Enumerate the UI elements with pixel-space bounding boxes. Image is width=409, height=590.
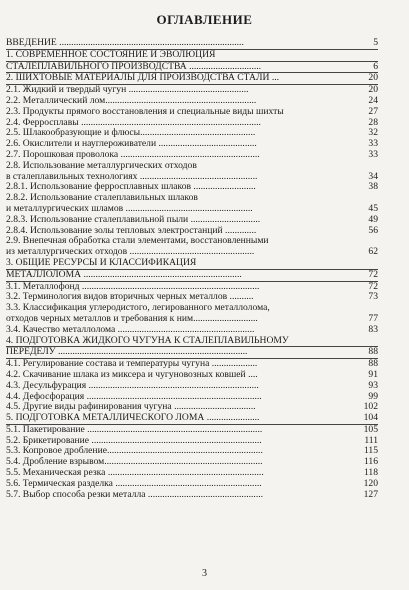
toc-entry — [6, 161, 378, 172]
toc-entry-page: 73 — [368, 291, 378, 303]
toc-entry-page: 6 — [373, 60, 378, 72]
toc-entry — [6, 490, 378, 501]
toc-entry-title: 3.1. Металлофонд .......................................................................... — [6, 280, 260, 292]
toc-entry-title: 2.8.2. Использование сталеплавильных шлаков — [6, 192, 198, 204]
toc-entry-page: 56 — [368, 224, 378, 236]
toc-entry — [6, 107, 378, 118]
toc-entry-title: 4. ПОДГОТОВКА ЖИДКОГО ЧУГУНА К СТАЛЕПЛАВИЛЬНОМУ — [6, 334, 289, 346]
toc-entry-title: 3. ОБЩИЕ РЕСУРСЫ И КЛАССИФИКАЦИЯ — [6, 256, 197, 268]
toc-entry-page: 88 — [368, 346, 378, 358]
toc-entry-title: 2.2. Металлический лом............................................................... — [6, 94, 257, 106]
toc-entry-title: 4.5. Другие виды рафинирования чугуна .................................. — [6, 401, 256, 413]
toc-entry-page: 127 — [363, 488, 378, 500]
toc-entry-title: 2.6. Окислители и науглероживатели ......................................... — [6, 138, 257, 150]
toc-entry-page: 72 — [368, 268, 378, 280]
toc-entry-page: 104 — [363, 412, 378, 424]
toc-entry-title: 2.8.1. Использование ферросплавных шлаков .......................... — [6, 181, 256, 193]
toc-entry — [6, 381, 378, 392]
toc-entry-title: 5.6. Термическая разделка ............................................................. — [6, 477, 262, 489]
toc-entry — [6, 270, 378, 282]
toc-entry-title: 2.9. Внепечная обработка стали элементами, восстановленными — [6, 235, 269, 247]
toc-entry-page: 38 — [368, 181, 378, 193]
toc-entry-page: 28 — [368, 116, 378, 128]
toc-entry-title: 4.1. Регулирование состава и температуры чугуна ................... — [6, 358, 258, 370]
toc-entry-page: 49 — [368, 213, 378, 225]
toc-entry-page: 33 — [368, 148, 378, 160]
toc-entry-page: 20 — [368, 84, 378, 96]
toc-entry-title: и металлургических шламов ..................................................... — [6, 202, 253, 214]
toc-entry-title: 5.3. Копровое дробление................................................................. — [6, 445, 263, 457]
toc-entry-title: 3.2. Терминология видов вторичных черных металлов .......... — [6, 291, 254, 303]
toc-entry-page: 105 — [363, 423, 378, 435]
toc-entry-title: 4.3. Десульфурация ....................................................................... — [6, 379, 259, 391]
toc-entry — [6, 215, 378, 226]
toc-entry-title: 5. ПОДГОТОВКА МЕТАЛЛИЧЕСКОГО ЛОМА ...................... — [6, 412, 260, 424]
toc-entry-page: 83 — [368, 323, 378, 335]
toc-entry-title: 2.3. Продукты прямого восстановления и специальные виды шихты — [6, 105, 284, 117]
toc-entry-page: 118 — [363, 467, 378, 479]
toc-entry-title: 2.1. Жидкий и твердый чугун .................................................. — [6, 84, 249, 96]
toc-entry-title: МЕТАЛЛОЛОМА .................................................................. — [6, 268, 242, 280]
toc-entry — [6, 258, 378, 270]
toc-entry-page: 120 — [363, 477, 378, 489]
toc-entry-page: 99 — [368, 390, 378, 402]
toc-entry-title: 4.4. Дефосфорация ......................................................................... — [6, 390, 262, 402]
toc-entry-page: 77 — [368, 312, 378, 324]
toc-entry-page: 24 — [368, 94, 378, 106]
toc-entry-title: 2.8.4. Использование золы тепловых электростанций ............. — [6, 224, 257, 236]
toc-entry-title: 3.4. Качество металлолома ......................................................... — [6, 323, 255, 335]
toc-entry-page: 91 — [368, 368, 378, 380]
toc-entry-title: 5.1. Пакетирование ......................................................................... — [6, 423, 263, 435]
toc-entry-page: 34 — [368, 170, 378, 182]
toc-entry — [6, 50, 378, 62]
toc-entry-page: 93 — [368, 379, 378, 391]
toc-entry-page: 111 — [364, 434, 378, 446]
toc-entry-title: 2.5. Шлакообразующие и флюсы................................................ — [6, 127, 256, 139]
toc-entry — [6, 325, 378, 336]
toc-entry-title: 5.5. Механическая резка ................................................................. — [6, 467, 264, 479]
toc-entry-title: ВВЕДЕНИЕ ............................................................................. — [6, 37, 244, 48]
toc-entry-title: 5.7. Выбор способа резки металла ................................................ — [6, 488, 264, 500]
page-number: 3 — [202, 568, 207, 579]
toc-entry-title: 2.8.3. Использование сталеплавильной пыли ............................. — [6, 213, 261, 225]
toc-entry-title: 1. СОВРЕМЕННОЕ СОСТОЯНИЕ И ЭВОЛЮЦИЯ — [6, 48, 216, 60]
toc-entry-title: 5.4. Дробление взрывом.................................................................. — [6, 456, 263, 468]
toc-entry-page: 116 — [363, 456, 378, 468]
toc-entry-page: 27 — [368, 105, 378, 117]
toc-entry-title: ПЕРЕДЕЛУ ............................................................................... — [6, 346, 248, 358]
toc-entry-page: 5 — [373, 37, 378, 48]
toc-entry-page: 88 — [368, 358, 378, 370]
toc-entry-title: СТАЛЕПЛАВИЛЬНОГО ПРОИЗВОДСТВА .............................. — [6, 60, 262, 72]
toc-entry-page: 62 — [368, 246, 378, 258]
toc-entry-title: 4.2. Скачивание шлака из миксера и чугуновозных ковшей .... — [6, 368, 258, 380]
toc-entry-page: 33 — [368, 138, 378, 150]
toc-entry-title: 2.8. Использование металлургических отходов — [6, 159, 197, 171]
toc-entry-page: 32 — [368, 127, 378, 139]
toc-entry-title: 3.3. Классификация углеродистого, легированного металлолома, — [6, 302, 270, 314]
toc-entry-page: 102 — [363, 401, 378, 413]
toc-entry-title: 2.7. Порошковая проволока .......................................................... — [6, 148, 260, 160]
toc-entry-title: из металлургических отходов .................................................... — [6, 246, 255, 258]
toc-entry-title: 2. ШИХТОВЫЕ МАТЕРИАЛЫ ДЛЯ ПРОИЗВОДСТВА СТАЛИ ... — [6, 72, 280, 84]
toc-entry-title: 2.4. Ферросплавы ........................................................................... — [6, 116, 261, 128]
toc-entry-title: в сталеплавильных технологиях ................................................. — [6, 170, 258, 182]
page-title: ОГЛАВЛЕНИЕ — [156, 12, 253, 27]
table-of-contents — [6, 38, 378, 500]
toc-entry-page: 45 — [368, 202, 378, 214]
toc-entry-page: 115 — [363, 445, 378, 457]
toc-entry-title: отходов черных металлов и требования к ним........................... — [6, 312, 258, 324]
toc-entry-page: 72 — [368, 280, 378, 292]
toc-entry-title: 5.2. Брикетирование ....................................................................... — [6, 434, 262, 446]
toc-entry-page: 20 — [368, 72, 378, 84]
